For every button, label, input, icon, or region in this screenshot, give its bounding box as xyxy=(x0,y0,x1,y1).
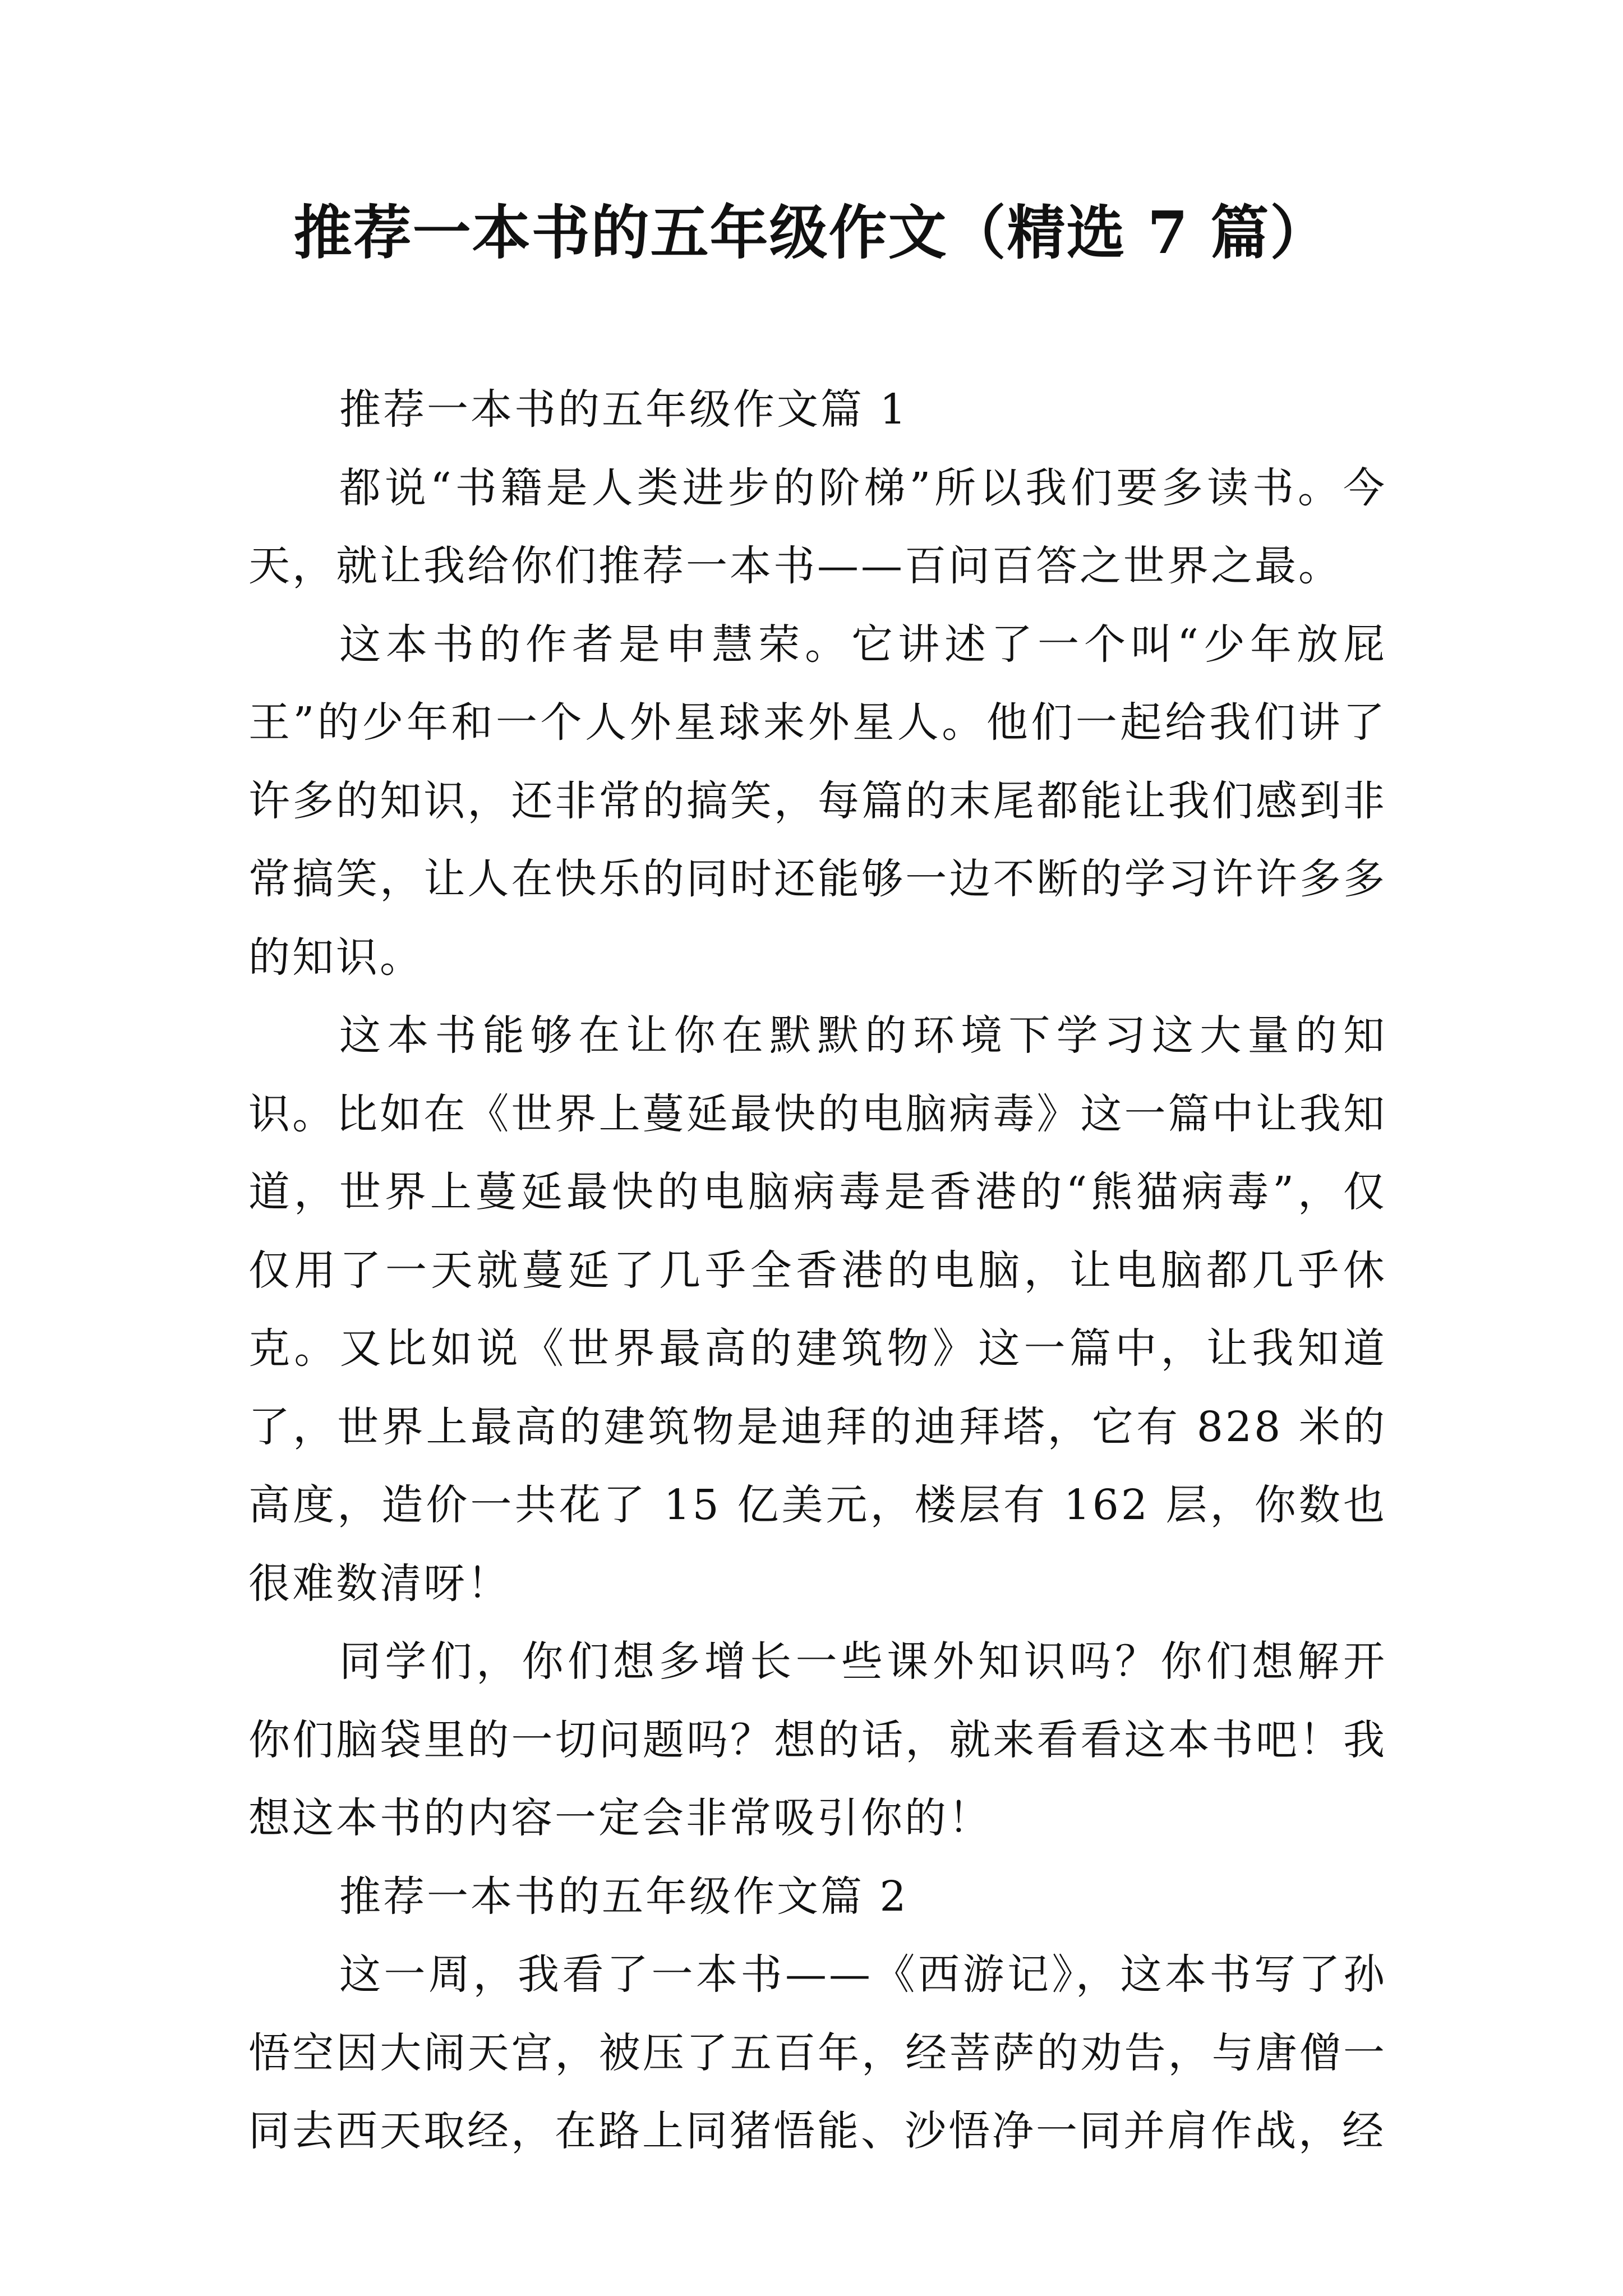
paragraph: 这本书的作者是申慧荣。它讲述了一个叫“少年放屁王”的少年和一个人外星球来外星人。他们一起给我们讲了许多的知识，还非常的搞笑，每篇的末尾都能让我们感到非常搞笑，让人在快乐的同时还能够一边不断的学习许许多多的知识。 xyxy=(248,620,1387,982)
section-heading-2: 推荐一本书的五年级作文篇 2 xyxy=(339,1872,909,1921)
document-title: 推荐一本书的五年级作文（精选 7 篇） xyxy=(293,198,1330,267)
paragraph: 这本书能够在让你在默默的环境下学习这大量的知识。比如在《世界上蔓延最快的电脑病毒》这一篇中让我知道，世界上蔓延最快的电脑病毒是香港的“熊猫病毒”，仅仅用了一天就蔓延了几乎全香港的电脑，让电脑都几乎休克。又比如说《世界最高的建筑物》这一篇中，让我知道了，世界上最高的建筑物是迪拜的迪拜塔，它有 828 米的高度，造价一共花了 15 亿美元，楼层有 162 层，你数也很难数清呀！ xyxy=(248,1011,1387,1608)
paragraph: 这一周，我看了一本书——《西游记》，这本书写了孙悟空因大闹天宫，被压了五百年，经菩萨的劝告，与唐僧一同去西天取经，在路上同猪悟能、沙悟净一同并肩作战，经 xyxy=(248,1950,1387,2155)
paragraph: 都说“书籍是人类进步的阶梯”所以我们要多读书。今天，就让我给你们推荐一本书——百问百答之世界之最。 xyxy=(248,463,1387,590)
document-body xyxy=(248,371,1387,2171)
section-heading-1: 推荐一本书的五年级作文篇 1 xyxy=(339,385,909,434)
paragraph: 同学们，你们想多增长一些课外知识吗？你们想解开你们脑袋里的一切问题吗？想的话，就来看看这本书吧！我想这本书的内容一定会非常吸引你的！ xyxy=(248,1637,1387,1842)
